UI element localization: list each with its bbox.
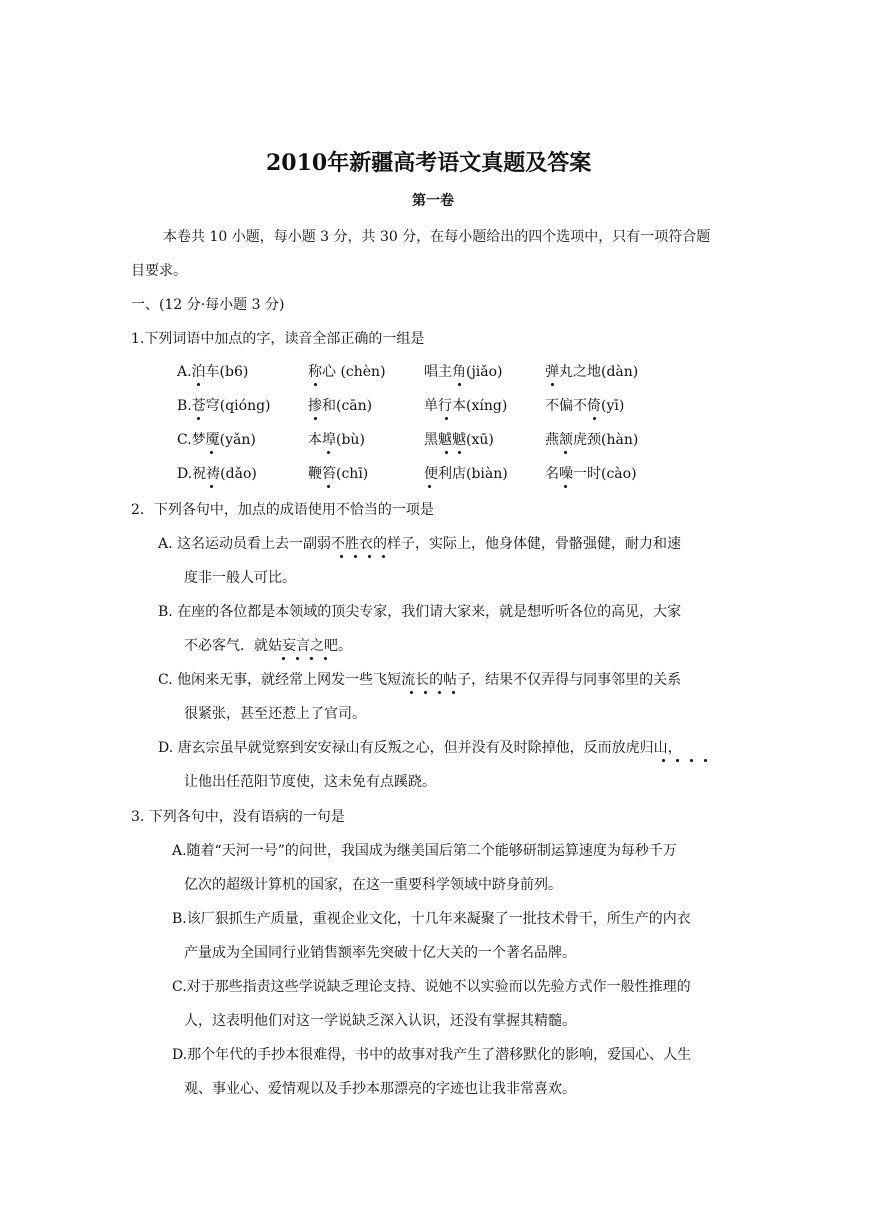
- volume-heading: 第一卷: [412, 193, 454, 209]
- q3-option-a-line-1: A.随着“天河一号”的问世，我国成为继美国后第二个能够研制运算速度为每秒千万: [172, 843, 677, 859]
- emphasis-dot: [354, 555, 357, 558]
- q1-option-b-word-4: 不偏不倚(yī): [545, 398, 625, 414]
- emphasis-dot: [424, 691, 427, 694]
- q1-option-d-word-4: 名噪一时(cào): [545, 466, 637, 482]
- instructions-line-1: 本卷共 10 小题，每小题 3 分，共 30 分，在每小题给出的四个选项中，只有一项符合题: [163, 229, 711, 245]
- q2-option-c-line-1: C. 他闲来无事，就经常上网发一些飞短流长的帖子，结果不仅弄得与同事邻里的关系: [158, 672, 682, 688]
- q3-option-a-line-2: 亿次的超级计算机的国家，在这一重要科学领域中跻身前列。: [184, 877, 562, 893]
- q1-option-c-word-4: 燕颔虎颈(hàn): [545, 432, 639, 448]
- emphasis-dot: [593, 417, 596, 420]
- q1-option-c-word-3: 黑魆魆(xū): [424, 432, 494, 448]
- emphasis-dot: [282, 657, 285, 660]
- emphasis-dot: [314, 417, 317, 420]
- emphasis-dot: [445, 451, 448, 454]
- q1-option-a-word-1: A.泊车(b6): [177, 364, 249, 380]
- q1-option-b-word-3: 单行本(xíng): [424, 398, 508, 414]
- emphasis-dot: [327, 485, 330, 488]
- q2-option-b-line-2: 不必客气．就姑妄言之吧。: [184, 638, 352, 654]
- q3-option-b-line-1: B.该厂狠抓生产质量，重视企业文化，十几年来凝聚了一批技术骨干，所生产的内衣: [172, 911, 691, 927]
- emphasis-dot: [296, 657, 299, 660]
- q1-option-d-word-2: 鞭笞(chī): [308, 466, 369, 482]
- q2-stem: 2．下列各句中，加点的成语使用不恰当的一项是: [131, 502, 434, 518]
- emphasis-dot: [210, 451, 213, 454]
- q3-option-c-line-2: 人，这表明他们对这一学说缺乏深入认识，还没有掌握其精髓。: [184, 1013, 576, 1029]
- q1-option-d-word-3: 便利店(biàn): [424, 466, 508, 482]
- q1-stem: 1.下列词语中加点的字，读音全部正确的一组是: [131, 331, 425, 347]
- q3-option-d-line-2: 观、事业心、爱情观以及手抄本那漂亮的字迹也让我非常喜欢。: [184, 1081, 576, 1097]
- q1-option-a-word-4: 弹丸之地(dàn): [545, 364, 639, 380]
- q1-option-c-word-2: 本埠(bù): [308, 432, 365, 448]
- emphasis-dot: [438, 691, 441, 694]
- emphasis-dot: [445, 417, 448, 420]
- q3-option-c-line-1: C.对于那些指责这些学说缺乏理论支持、说她不以实验而以先验方式作一般性推理的: [172, 979, 691, 995]
- q2-option-a-line-2: 度非一般人可比。: [184, 570, 296, 586]
- q2-option-d-line-1: D. 唐玄宗虽早就觉察到安安禄山有反叛之心，但并没有及时除掉他，反而放虎归山，: [158, 740, 682, 756]
- instructions-line-2: 目要求。: [131, 263, 187, 279]
- emphasis-dot: [676, 759, 679, 762]
- emphasis-dot: [690, 759, 693, 762]
- emphasis-dot: [310, 657, 313, 660]
- emphasis-dot: [327, 451, 330, 454]
- emphasis-dot: [410, 691, 413, 694]
- emphasis-dot: [340, 555, 343, 558]
- q3-option-b-line-2: 产量成为全国同行业销售额率先突破十亿大关的一个著名品牌。: [184, 945, 576, 961]
- q2-option-a-line-1: A. 这名运动员看上去一副弱不胜衣的样子，实际上，他身体健，骨骼强健，耐力和速: [158, 536, 682, 552]
- q3-stem: 3. 下列各句中，没有语病的一句是: [131, 809, 345, 825]
- emphasis-dot: [551, 383, 554, 386]
- emphasis-dot: [458, 451, 461, 454]
- emphasis-dot: [564, 485, 567, 488]
- emphasis-dot: [452, 691, 455, 694]
- emphasis-dot: [314, 383, 317, 386]
- q3-option-d-line-1: D.那个年代的手抄本很难得，书中的故事对我产生了潜移默化的影响，爱国心、人生: [172, 1047, 692, 1063]
- q1-option-a-word-3: 唱主角(jiǎo): [424, 364, 503, 380]
- emphasis-dot: [662, 759, 665, 762]
- emphasis-dot: [197, 383, 200, 386]
- emphasis-dot: [324, 657, 327, 660]
- section-heading: 一、(12 分·每小题 3 分): [131, 297, 285, 313]
- q1-option-a-word-2: 称心 (chèn): [308, 364, 386, 380]
- emphasis-dot: [564, 451, 567, 454]
- emphasis-dot: [210, 485, 213, 488]
- q1-option-b-word-1: B.苍穹(qióng): [177, 398, 271, 414]
- q1-option-c-word-1: C.梦魇(yǎn): [177, 432, 256, 448]
- q2-option-c-line-2: 很紧张，甚至还惹上了官司。: [184, 706, 366, 722]
- emphasis-dot: [458, 383, 461, 386]
- q2-option-d-line-2: 让他出任范阳节度使，这未免有点蹊跷。: [184, 774, 436, 790]
- q2-option-b-line-1: B. 在座的各位都是本领域的顶尖专家，我们请大家来，就是想听听各位的高见，大家: [158, 604, 682, 620]
- emphasis-dot: [704, 759, 707, 762]
- emphasis-dot: [197, 417, 200, 420]
- emphasis-dot: [382, 555, 385, 558]
- q1-option-b-word-2: 掺和(cān): [308, 398, 373, 414]
- q1-option-d-word-1: D.祝祷(dǎo): [177, 466, 257, 482]
- emphasis-dot: [428, 485, 431, 488]
- emphasis-dot: [368, 555, 371, 558]
- exam-title: 2010年新疆高考语文真题及答案: [266, 150, 592, 176]
